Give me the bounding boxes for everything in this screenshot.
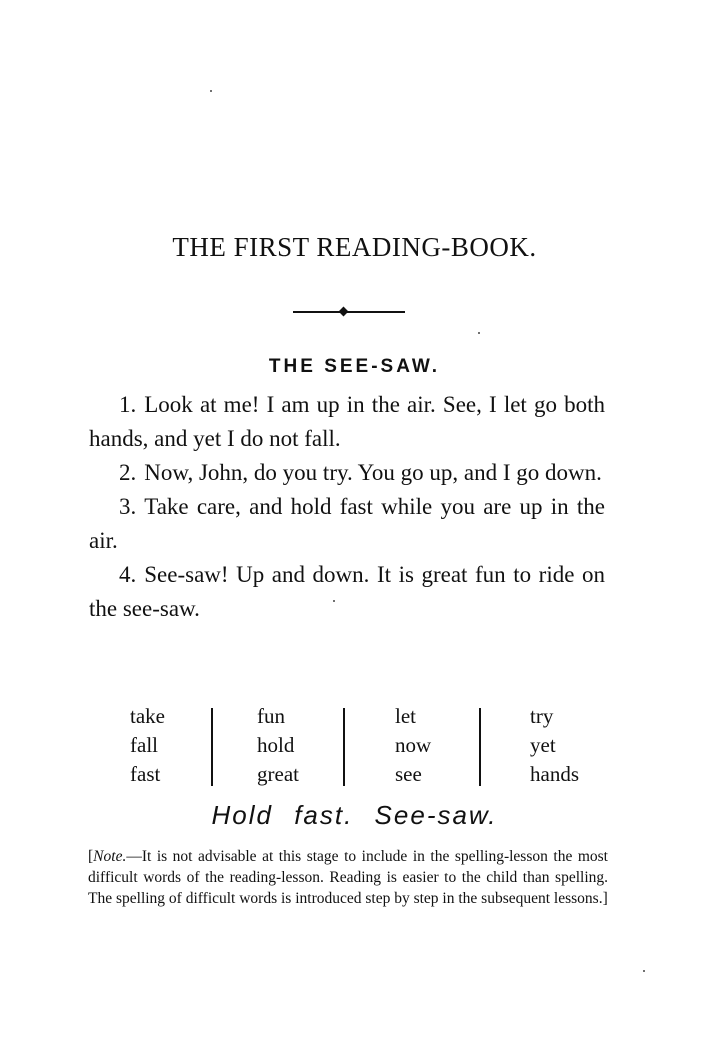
- lesson-motto: Hold fast. See-saw.: [211, 800, 498, 830]
- ornament-rule: [293, 311, 405, 313]
- paragraph-number: 3.: [119, 494, 137, 519]
- column-divider: [343, 708, 345, 786]
- spelling-word: great: [257, 762, 299, 786]
- spelling-column-4: [530, 702, 579, 789]
- print-speck: [643, 970, 645, 972]
- spelling-word: fast: [130, 762, 161, 786]
- paragraph-text: Take care, and hold fast while you are up in the air.: [89, 494, 605, 553]
- spelling-word: fun: [257, 704, 285, 728]
- column-divider: [479, 708, 481, 786]
- spelling-word: fall: [130, 733, 158, 757]
- paragraph-1: [89, 388, 605, 456]
- spelling-word: take: [130, 704, 165, 728]
- teacher-note: [Note.—It is not advisable at this stage to include in the spelling-lesson the most difficult words of the reading-lesson. Reading is easier to the child than spelling. The spelling of difficult words is introduced step by step in the subsequent lessons.]: [88, 848, 608, 907]
- spelling-word: let: [395, 704, 416, 728]
- paragraph-number: 1.: [119, 392, 137, 417]
- paragraph-3: [89, 490, 605, 558]
- lesson-body: [89, 388, 605, 626]
- column-divider: [211, 708, 213, 786]
- print-speck: [478, 332, 480, 334]
- paragraph-text: See-saw! Up and down. It is great fun to ride on the see-saw.: [89, 562, 605, 621]
- spelling-word: hold: [257, 733, 295, 757]
- paragraph-number: 2.: [119, 460, 137, 485]
- spelling-column-3: [395, 702, 431, 789]
- spelling-word: hands: [530, 762, 579, 786]
- spelling-word: now: [395, 733, 432, 757]
- spelling-list: [110, 702, 610, 792]
- print-speck: [333, 600, 335, 602]
- paragraph-text: Look at me! I am up in the air. See, I let go both hands, and yet I do not fall.: [89, 392, 605, 451]
- paragraph-4: [89, 558, 605, 626]
- spelling-word: try: [530, 704, 554, 728]
- lesson-title: THE SEE-SAW.: [268, 356, 441, 377]
- spelling-column-2: [257, 702, 299, 789]
- ornament-diamond-icon: [339, 307, 349, 317]
- book-title: THE FIRST READING-BOOK.: [172, 232, 537, 262]
- spelling-word: see: [395, 762, 422, 786]
- spelling-column-1: [130, 702, 165, 789]
- print-speck: [210, 90, 212, 92]
- spelling-word: yet: [530, 733, 556, 757]
- note-label: Note.: [93, 848, 127, 865]
- paragraph-2: [89, 456, 605, 490]
- paragraph-text: Now, John, do you try. You go up, and I go down.: [144, 460, 602, 485]
- paragraph-number: 4.: [119, 562, 137, 587]
- note-text: —It is not advisable at this stage to include in the spelling-lesson the most difficult words of the reading-lesson. Reading is easier to the child than spelling. The spelling of difficult words is introduced step by step in the subsequent lessons.]: [88, 848, 608, 907]
